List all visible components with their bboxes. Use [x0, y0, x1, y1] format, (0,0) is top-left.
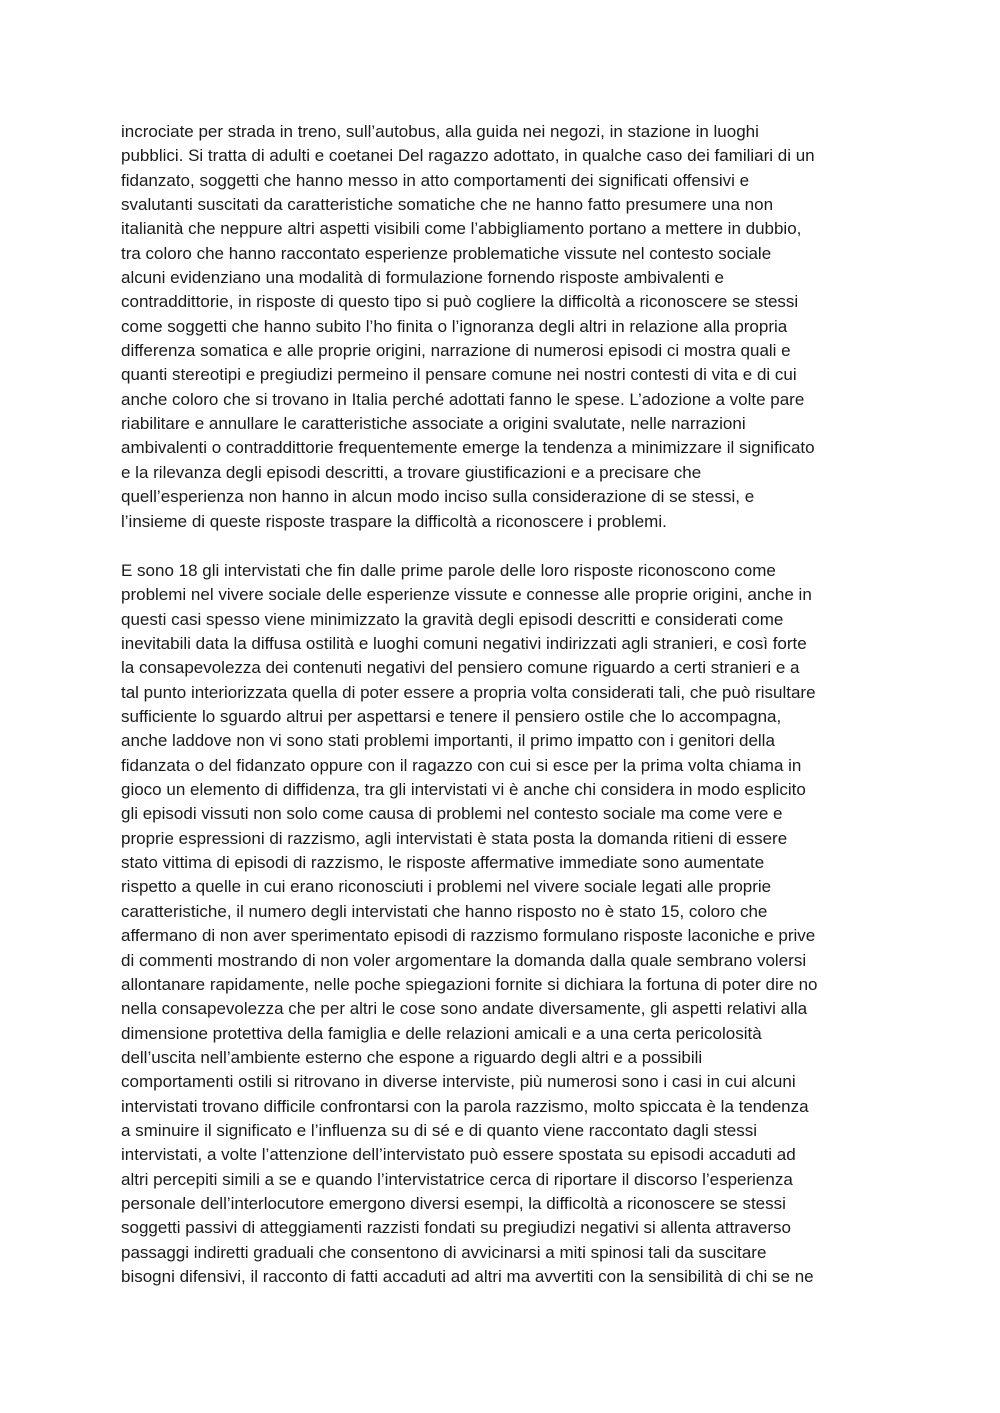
text-line: nella consapevolezza che per altri le cose sono andate diversamente, gli aspetti relativi alla — [121, 999, 808, 1019]
text-line: fidanzata o del fidanzato oppure con il ragazzo con cui si esce per la prima volta chiama in — [121, 755, 802, 775]
text-line: contraddittorie, in risposte di questo tipo si può cogliere la difficoltà a riconoscere se stessi — [121, 292, 799, 312]
text-line: dimensione protettiva della famiglia e delle relazioni amicali e a una certa pericolosità — [121, 1023, 762, 1043]
text-line: sufficiente lo sguardo altrui per aspettarsi e tenere il pensiero ostile che lo accompagna, — [121, 707, 782, 727]
text-line: differenza somatica e alle proprie origini, narrazione di numerosi episodi ci mostra quali e — [121, 341, 791, 361]
text-line: anche coloro che si trovano in Italia perché adottati fanno le spese. L’adozione a volte pare — [121, 389, 805, 409]
text-line: incrociate per strada in treno, sull’autobus, alla guida nei negozi, in stazione in luoghi — [121, 122, 759, 141]
text-line: inevitabili data la diffusa ostilità e luoghi comuni negativi indirizzati agli stranieri, e così forte — [121, 634, 807, 654]
text-line: riabilitare e annullare le caratteristiche associate a origini svalutate, nelle narrazioni — [121, 414, 746, 434]
text-line: pubblici. Si tratta di adulti e coetanei Del ragazzo adottato, in qualche caso dei familiari di un — [121, 146, 815, 166]
text-line: stato vittima di episodi di razzismo, le risposte affermative immediate sono aumentate — [121, 853, 765, 873]
text-line: bisogni difensivi, il racconto di fatti accaduti ad altri ma avvertiti con la sensibilità di chi se ne — [121, 1266, 814, 1286]
text-line: di commenti mostrando di non voler argomentare la domanda dalla quale sembrano volersi — [121, 950, 807, 970]
text-line: passaggi indiretti graduali che consentono di avvicinarsi a miti spinosi tali da suscitare — [121, 1242, 767, 1262]
text-line: l’insieme di queste risposte traspare la difficoltà a riconoscere i problemi. — [121, 511, 667, 531]
text-line: anche laddove non vi sono stati problemi importanti, il primo impatto con i genitori della — [121, 731, 775, 751]
text-line: gioco un elemento di diffidenza, tra gli intervistati vi è anche chi considera in modo esplicito — [121, 780, 806, 800]
text-line: caratteristiche, il numero degli intervistati che hanno risposto no è stato 15, coloro che — [121, 901, 768, 921]
text-line: italianità che neppure altri aspetti visibili come l’abbigliamento portano a mettere in dubbio, — [121, 219, 802, 239]
text-line: personale dell’interlocutore emergono diversi esempi, la difficoltà a riconoscere se stessi — [121, 1193, 786, 1213]
text-line: intervistati, a volte l’attenzione dell’intervistato può essere spostata su episodi accaduti ad — [121, 1145, 796, 1165]
text-line: svalutanti suscitati da caratteristiche somatiche che ne hanno fatto presumere una non — [121, 195, 774, 215]
text-line: questi casi spesso viene minimizzato la gravità degli episodi descritti e considerati come — [121, 609, 784, 629]
text-line: problemi nel vivere sociale delle esperienze vissute e connesse alle proprie origini, anche in — [121, 585, 812, 605]
paragraph-1 — [121, 120, 891, 534]
text-line: soggetti passivi di atteggiamenti razzisti fondati su pregiudizi negativi si allenta attraverso — [121, 1218, 791, 1238]
text-line: ambivalenti o contraddittorie frequentemente emerge la tendenza a minimizzare il significato — [121, 438, 815, 458]
text-line: proprie espressioni di razzismo, agli intervistati è stata posta la domanda ritieni di essere — [121, 828, 788, 848]
text-line: la consapevolezza dei contenuti negativi del pensiero comune riguardo a certi stranieri e a — [121, 658, 800, 678]
text-line: E sono 18 gli intervistati che fin dalle prime parole delle loro risposte riconoscono come — [121, 561, 776, 580]
text-line: a sminuire il significato e l’influenza su di sé e di quanto viene raccontato dagli stessi — [121, 1120, 757, 1140]
text-line: allontanare rapidamente, nelle poche spiegazioni fornite si dichiara la fortuna di poter dire no — [121, 974, 818, 994]
text-line: dell’uscita nell’ambiente esterno che espone a riguardo degli altri e a possibili — [121, 1047, 703, 1067]
text-line: quanti stereotipi e pregiudizi permeino il pensare comune nei nostri contesti di vita e di cui — [121, 365, 797, 385]
text-line: fidanzato, soggetti che hanno messo in atto comportamenti dei significati offensivi e — [121, 170, 750, 190]
text-line: quell’esperienza non hanno in alcun modo inciso sulla considerazione di se stessi, e — [121, 487, 755, 507]
text-line: affermano di non aver sperimentato episodi di razzismo formulano risposte laconiche e prive — [121, 926, 816, 946]
text-line: alcuni evidenziano una modalità di formulazione fornendo risposte ambivalenti e — [121, 268, 724, 288]
text-line: come soggetti che hanno subito l’ho finita o l’ignoranza degli altri in relazione alla propria — [121, 316, 788, 336]
text-line: altri percepiti simili a se e quando l’intervistatrice cerca di riportare il discorso l’esperienza — [121, 1169, 793, 1189]
text-line: gli episodi vissuti non solo come causa di problemi nel contesto sociale ma come vere e — [121, 804, 783, 824]
text-line: e la rilevanza degli episodi descritti, a trovare giustificazioni e a precisare che — [121, 462, 702, 482]
text-line: intervistati trovano difficile confrontarsi con la parola razzismo, molto spiccata è la tendenza — [121, 1096, 809, 1116]
text-line: comportamenti ostili si ritrovano in diverse interviste, più numerosi sono i casi in cui alcuni — [121, 1072, 796, 1092]
text-line: tal punto interiorizzata quella di poter essere a propria volta considerati tali, che può risultare — [121, 682, 816, 702]
text-line: tra coloro che hanno raccontato esperienze problematiche vissute nel contesto sociale — [121, 243, 772, 263]
paragraph-2 — [121, 559, 891, 1289]
text-line: rispetto a quelle in cui erano riconosciuti i problemi nel vivere sociale legati alle proprie — [121, 877, 772, 897]
